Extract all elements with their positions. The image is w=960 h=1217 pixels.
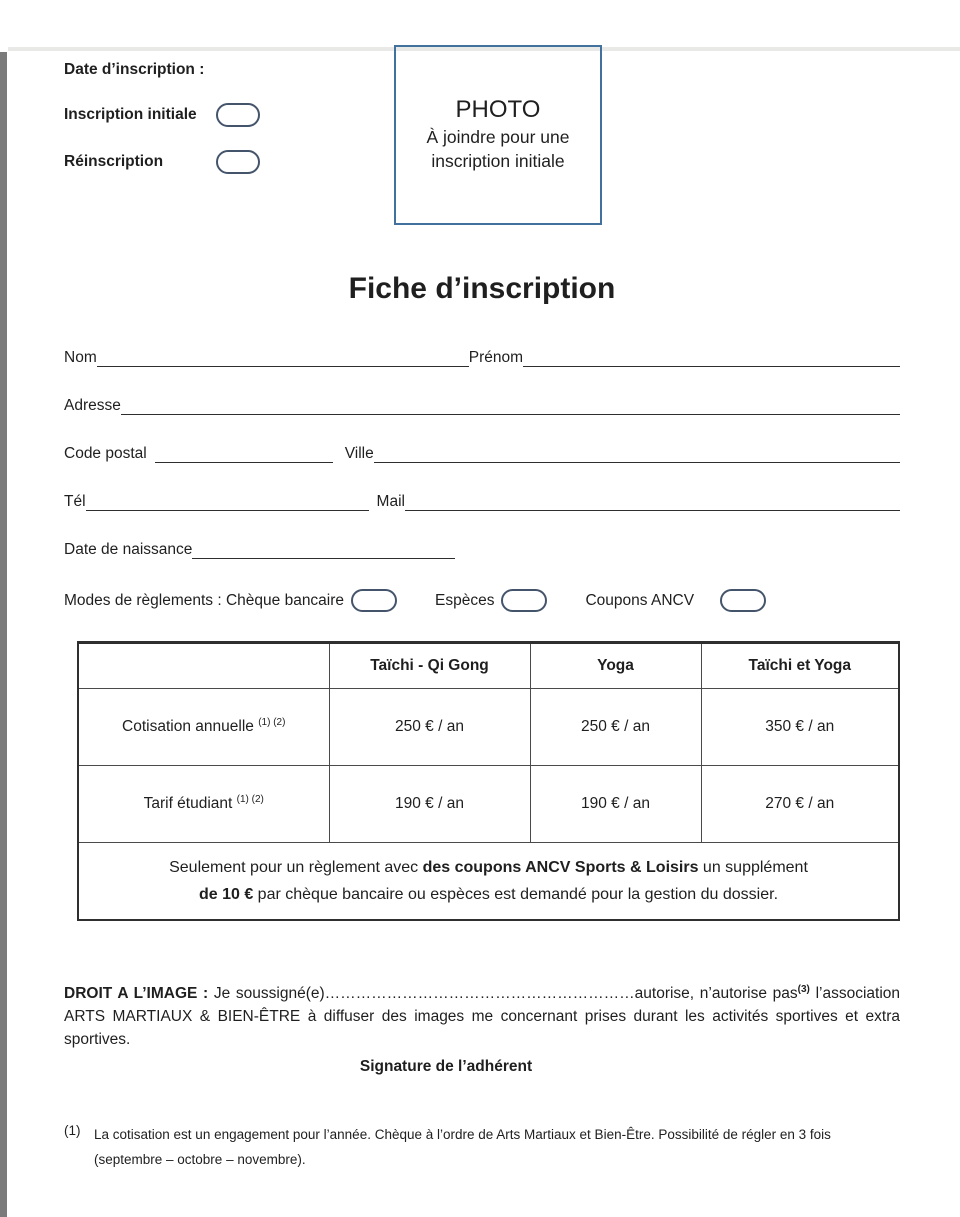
tel-label: Tél [64, 493, 86, 510]
coupons-ancv-label: Coupons ANCV [585, 591, 695, 609]
tarif-etudiant-label: Tarif étudiant [143, 795, 233, 813]
date-naissance-input-line[interactable] [192, 545, 455, 559]
image-rights-footnote-ref: (3) [797, 983, 810, 995]
ancv-note-bold-supplement: de 10 € [198, 885, 258, 903]
cheque-bancaire-checkbox[interactable] [351, 589, 397, 612]
tel-mail-line [64, 493, 900, 511]
pricing-header-taichi-yoga: Taïchi et Yoga [701, 643, 899, 689]
ville-input-line[interactable] [374, 449, 900, 463]
image-rights-text-1: Je soussigné(e) [213, 984, 325, 1002]
cotisation-taichi-yoga-price: 350 € / an [701, 689, 899, 766]
nom-input-line[interactable] [97, 353, 469, 367]
cotisation-annuelle-label-cell [78, 689, 329, 766]
ancv-note-text: Seulement pour un règlement avec [169, 858, 423, 876]
image-rights-paragraph [64, 978, 900, 1051]
prenom-input-line[interactable] [523, 353, 900, 367]
adresse-label: Adresse [64, 397, 121, 414]
pricing-header-yoga: Yoga [530, 643, 701, 689]
ancv-note-row [78, 843, 899, 920]
code-postal-input-line[interactable] [155, 449, 333, 463]
photo-box [394, 45, 602, 225]
cotisation-yoga-price: 250 € / an [530, 689, 701, 766]
etudiant-taichi-yoga-price: 270 € / an [701, 766, 899, 843]
page-title: Fiche d’inscription [348, 272, 616, 305]
code-postal-ville-line [64, 445, 900, 463]
reinscription-label: Réinscription [64, 153, 164, 170]
code-postal-label: Code postal [64, 445, 147, 462]
payment-intro-label: Modes de règlements : Chèque bancaire [64, 591, 345, 609]
tarif-etudiant-row [78, 766, 899, 843]
tarif-etudiant-label-cell [78, 766, 329, 843]
pricing-table [77, 641, 900, 921]
mail-input-line[interactable] [405, 497, 900, 511]
date-inscription-label: Date d’inscription : [64, 61, 205, 78]
nom-prenom-line [64, 349, 900, 367]
cotisation-annuelle-row [78, 689, 899, 766]
photo-box-subtitle: À joindre pour une inscription initiale [426, 127, 570, 171]
date-naissance-label: Date de naissance [64, 541, 193, 558]
nom-label: Nom [64, 349, 97, 366]
pricing-header-taichi-qigong: Taïchi - Qi Gong [329, 643, 530, 689]
ancv-note-cell [78, 843, 899, 920]
cotisation-taichi-qigong-price: 250 € / an [329, 689, 530, 766]
image-rights-text-2: autorise, n’autorise pas [634, 984, 798, 1002]
ancv-note-text-2: un supplément [698, 858, 808, 876]
signature-label: Signature de l’adhérent [359, 1057, 533, 1075]
reinscription-row [64, 150, 260, 174]
tarif-etudiant-footnote-refs: (1) (2) [236, 794, 264, 806]
adresse-input-line[interactable] [121, 401, 900, 415]
reinscription-checkbox[interactable] [216, 150, 260, 174]
adresse-line [64, 397, 900, 415]
cotisation-annuelle-footnote-refs: (1) (2) [258, 717, 286, 729]
footnote-1 [64, 1123, 900, 1173]
footnote-1-text: La cotisation est un engagement pour l’année. Chèque à l’ordre de Arts Martiaux et Bien-Être. Possibilité de régler en 3 fois (septembre – octobre – novembre). [94, 1126, 831, 1167]
pricing-header-row [78, 643, 899, 689]
payment-modes-line [64, 589, 900, 612]
etudiant-yoga-price: 190 € / an [530, 766, 701, 843]
coupons-ancv-checkbox[interactable] [720, 589, 766, 612]
inscription-initiale-checkbox[interactable] [216, 103, 260, 127]
date-naissance-line [64, 541, 900, 559]
prenom-label: Prénom [468, 349, 524, 366]
especes-checkbox[interactable] [501, 589, 547, 612]
image-rights-heading: DROIT A L’IMAGE : [64, 984, 214, 1002]
image-rights-text-3: l’association ARTS MARTIAUX & BIEN-ÊTRE à diffuser des images me concernant prises durant les activités sportives et extra sportives. [64, 984, 900, 1048]
identity-fields [64, 349, 900, 559]
top-section [64, 45, 900, 225]
especes-label: Espèces [435, 591, 495, 609]
mail-label: Mail [376, 493, 405, 510]
ancv-note-text-3: par chèque bancaire ou espèces est demandé pour la gestion du dossier. [257, 885, 779, 903]
inscription-initiale-row [64, 103, 260, 127]
cotisation-annuelle-label: Cotisation annuelle [122, 718, 254, 736]
form-page [0, 45, 960, 1173]
ancv-note-bold-coupons: des coupons ANCV Sports & Loisirs [422, 858, 699, 876]
tel-input-line[interactable] [86, 497, 369, 511]
inscription-initiale-label: Inscription initiale [64, 106, 197, 123]
photo-box-title: PHOTO [455, 96, 541, 124]
footnotes-block [64, 1123, 900, 1173]
footnote-1-marker: (1) [64, 1122, 81, 1138]
image-rights-dotted-line[interactable]: …………………………………………………… [324, 984, 635, 1002]
pricing-header-empty [78, 643, 329, 689]
ville-label: Ville [344, 445, 374, 462]
etudiant-taichi-qigong-price: 190 € / an [329, 766, 530, 843]
